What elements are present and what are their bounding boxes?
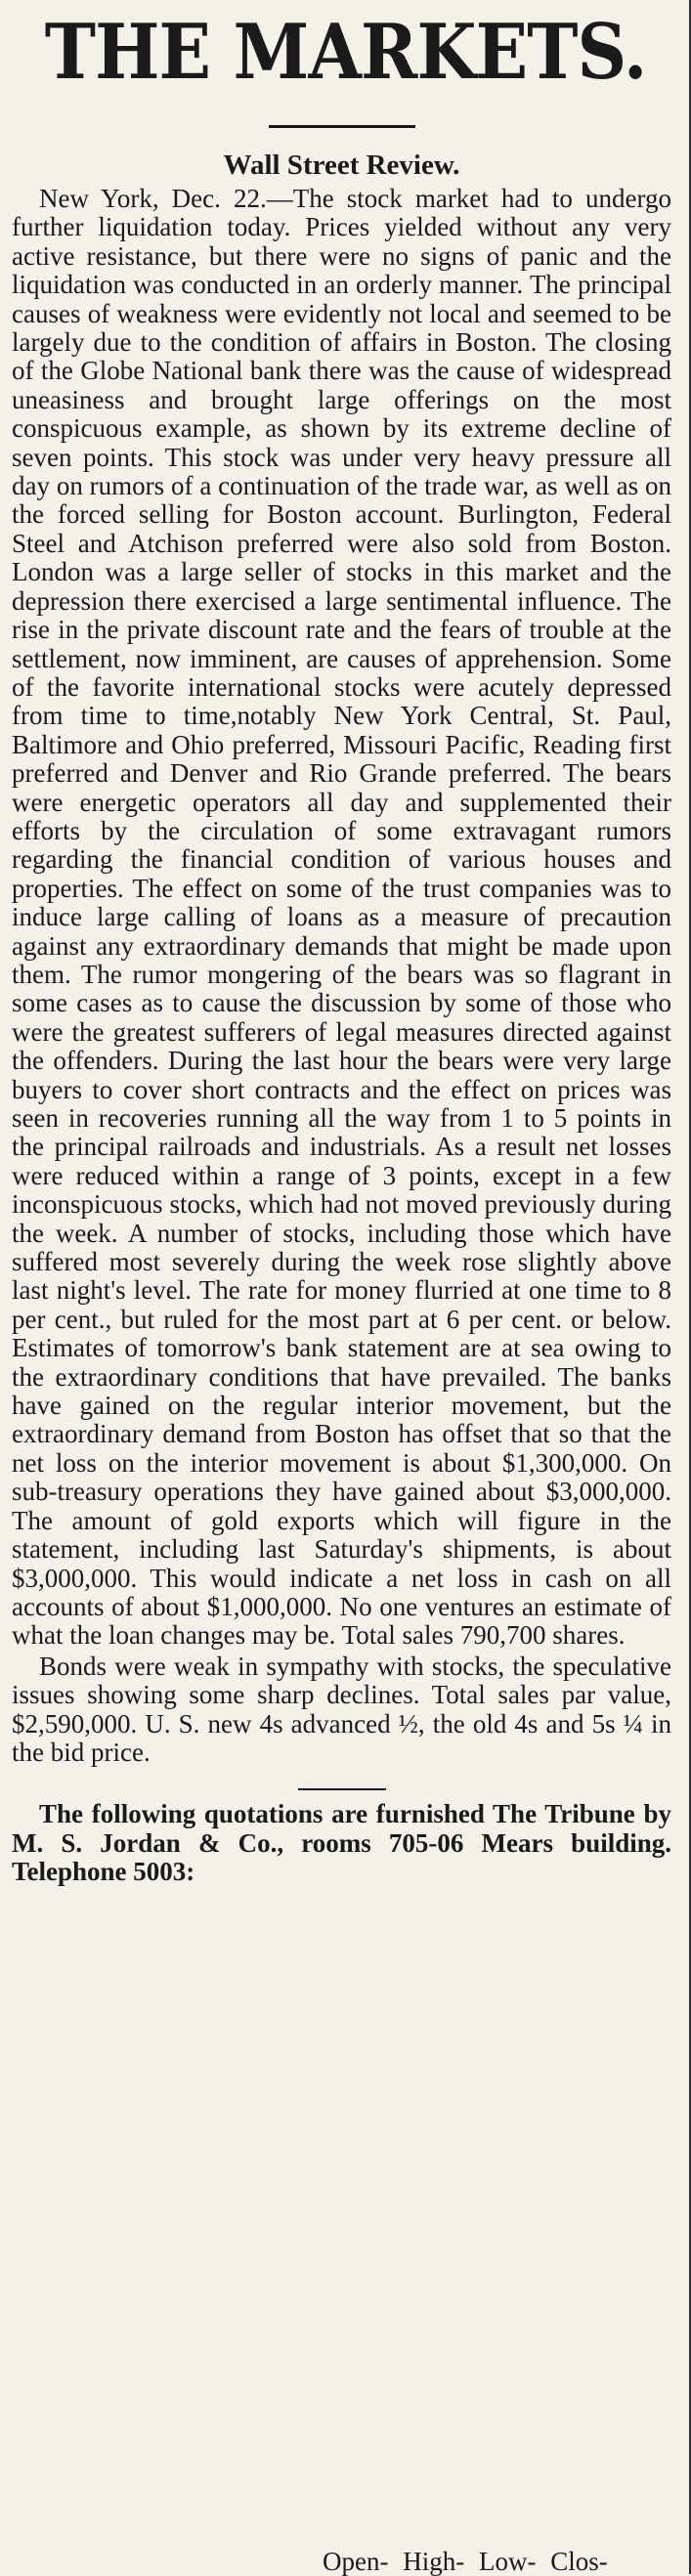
column-header-close: Clos- [550,2547,608,2576]
section-divider [298,1788,386,1790]
article-body [12,185,671,1767]
quotations-intro: The following quotations are furnished The Tribune by M. S. Jordan & Co., rooms 705-06 Mears building. Telephone 5003: [12,1799,671,1887]
section-heading: Wall Street Review. [223,150,460,181]
quotation-table-header [323,2547,616,2576]
article-paragraph-stocks: New York, Dec. 22.—The stock market had to undergo further liquidation today. Prices yielded without any very active resistance, but there were no signs of panic and the liquidation was conducted in an orderly manner. The principal causes of weakness were evidently not local and seemed to be largely due to the condition of affairs in Boston. The closing of the Globe National bank there was the cause of widespread uneasiness and brought large offerings on the most conspicuous example, as shown by its extreme decline of seven points. This stock was under very heavy pressure all day on rumors of a continuation of the trade war, as well as on the forced selling for Boston account. Burlington, Federal Steel and Atchison preferred were also sold from Boston. London was a large seller of stocks in this market and the depression there exercised a large sentimental influence. The rise in the private discount rate and the fears of trouble at the settlement, now imminent, are causes of apprehension. Some of the favorite international stocks were acutely depressed from time to time,notably New York Central, St. Paul, Baltimore and Ohio preferred, Missouri Pacific, Reading first preferred and Denver and Rio Grande preferred. The bears were energetic operators all day and supplemented their efforts by the circulation of some extravagant rumors regarding the financial condition of various houses and properties. The effect on some of the trust companies was to induce large calling of loans as a measure of precaution against any extraordinary demands that might be made upon them. The rumor mongering of the bears was so flagrant in some cases as to cause the discussion by some of those who were the greatest sufferers of legal measures directed against the offenders. During the last hour the bears were very large buyers to cover short contracts and the effect on prices was seen in recoveries running all the way from 1 to 5 points in the principal railroads and industrials. As a result net losses were reduced within a range of 3 points, except in a few inconspicuous stocks, which had not moved previously during the week. A number of stocks, including those which have suffered most severely during the week rose slightly above last night's level. The rate for money flurried at one time to 8 per cent., but ruled for the most part at 6 per cent. or below. Estimates of tomorrow's bank statement are at sea owing to the extraordinary conditions that have prevailed. The banks have gained on the regular interior movement, but the extraordinary demand from Boston has offset that so that the net loss on the interior movement is about $1,300,000. On sub-treasury operations they have gained about $3,000,000. The amount of gold exports which will figure in the statement, including last Saturday's shipments, is about $3,000,000. This would indicate a net loss in cash on all accounts of about $1,000,000. No one ventures an estimate of what the loan changes may be. Total sales 790,700 shares. [12,184,671,1651]
column-header-high: High- [403,2547,465,2576]
column-header-low: Low- [478,2547,537,2576]
masthead-title: THE MARKETS. [44,8,647,97]
masthead-divider [269,125,415,128]
column-header-open: Open- [323,2547,389,2576]
article-paragraph-bonds: Bonds were weak in sympathy with stocks, the speculative issues showing some sharp declines. Total sales par value, $2,590,000. U. S. new 4s advanced ½, the old 4s and 5s ¼ in the bid price. [12,1651,671,1767]
